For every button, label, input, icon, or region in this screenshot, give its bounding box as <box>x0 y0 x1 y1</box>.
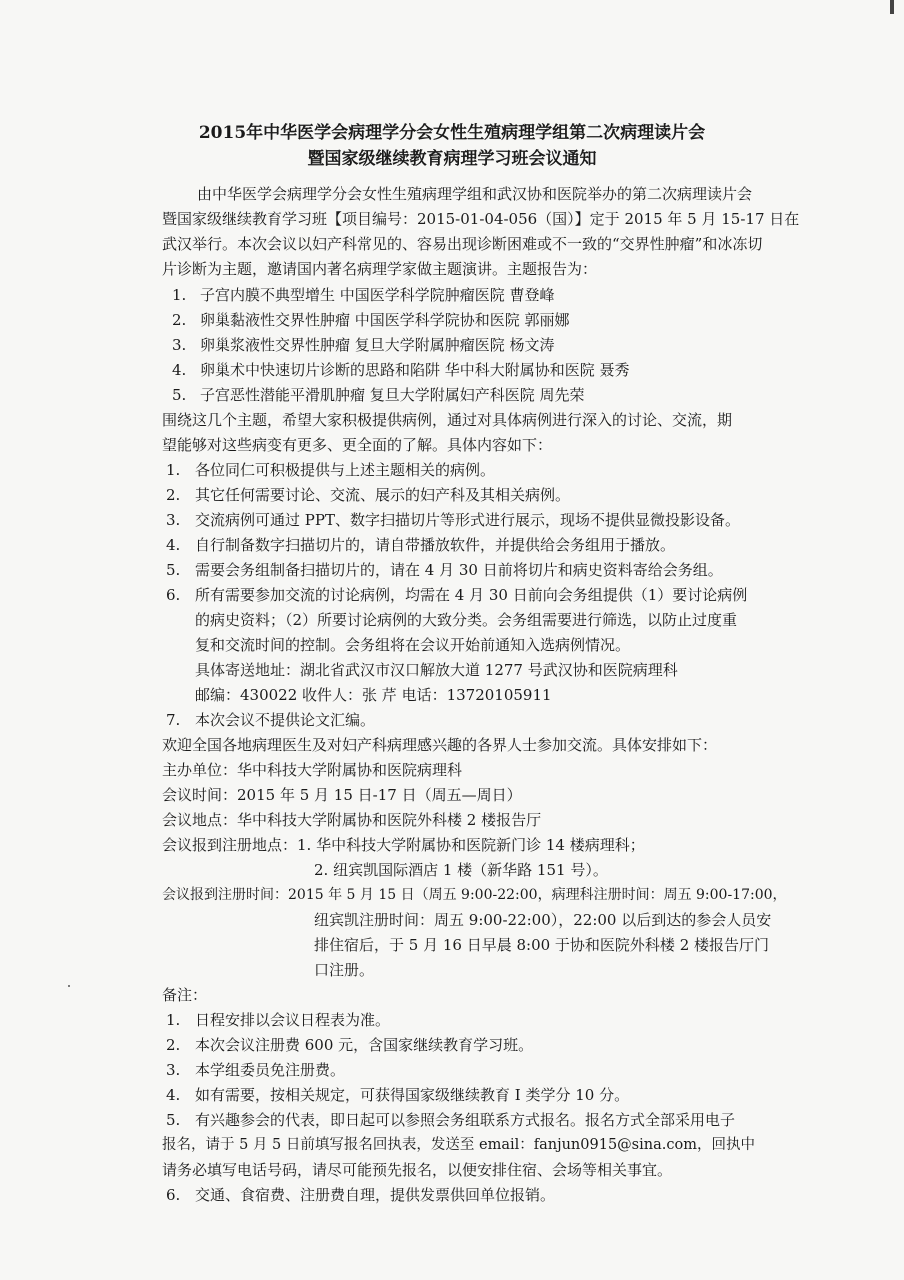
meeting-time: 会议时间：2015 年 5 月 15 日-17 日（周五—周日） <box>162 786 522 804</box>
item-number: 4. <box>166 536 181 554</box>
topic-number: 5. <box>172 386 187 404</box>
note-text: 本次会议注册费 600 元，含国家继续教育学习班。 <box>195 1036 534 1054</box>
topic-text: 卵巢术中快速切片诊断的思路和陷阱 华中科大附属协和医院 聂秀 <box>200 361 630 379</box>
item-text: 其它任何需要讨论、交流、展示的妇产科及其相关病例。 <box>195 486 571 504</box>
item-text: 本次会议不提供论文汇编。 <box>195 711 376 729</box>
meeting-venue: 会议地点：华中科技大学附属协和医院外科楼 2 楼报告厅 <box>162 811 542 829</box>
topic-text: 卵巢黏液性交界性肿瘤 中国医学科学院协和医院 郭丽娜 <box>200 311 570 329</box>
intro-line: 片诊断为主题，邀请国内著名病理学家做主题演讲。主题报告为： <box>162 260 598 278</box>
item-number: 6. <box>166 586 181 604</box>
registration-time: 纽宾凯注册时间：周五 9:00-22:00），22:00 以后到达的参会人员安 <box>314 911 772 929</box>
item-number: 2. <box>166 486 181 504</box>
scan-edge-mark <box>890 0 894 14</box>
registration-place: 会议报到注册地点：1. 华中科技大学附属协和医院新门诊 14 楼病理科； <box>162 836 645 854</box>
item-number: 5. <box>166 561 181 579</box>
registration-time: 会议报到注册时间：2015 年 5 月 15 日（周五 9:00-22:00，病理科注册时间：周五 9:00-17:00， <box>162 887 787 903</box>
registration-time: 口注册。 <box>314 961 375 979</box>
note-text: 日程安排以会议日程表为准。 <box>195 1011 391 1029</box>
item-text: 各位同仁可积极提供与上述主题相关的病例。 <box>195 461 496 479</box>
topic-number: 3. <box>172 336 187 354</box>
topic-number: 4. <box>172 361 187 379</box>
item-text: 所有需要参加交流的讨论病例，均需在 4 月 30 日前向会务组提供（1）要讨论病例 <box>195 586 748 604</box>
welcome-text: 欢迎全国各地病理医生及对妇产科病理感兴趣的各界人士参加交流。具体安排如下： <box>162 736 718 754</box>
scan-speck <box>68 985 70 987</box>
note-number: 6. <box>166 1186 181 1204</box>
note-number: 1. <box>166 1011 181 1029</box>
registration-place: 2. 纽宾凯国际酒店 1 楼（新华路 151 号）。 <box>314 861 608 879</box>
item-number: 1. <box>166 461 181 479</box>
notes-label: 备注： <box>162 986 208 1004</box>
topic-number: 1. <box>172 286 187 304</box>
item-text: 复和交流时间的控制。会务组将在会议开始前通知入选病例情况。 <box>195 636 631 654</box>
note-text: 请务必填写电话号码，请尽可能预先报名，以便安排住宿、会场等相关事宜。 <box>162 1161 673 1179</box>
item-number: 7. <box>166 711 181 729</box>
topic-text: 卵巢浆液性交界性肿瘤 复旦大学附属肿瘤医院 杨文涛 <box>200 336 555 354</box>
intro-line: 由中华医学会病理学分会女性生殖病理学组和武汉协和医院举办的第二次病理读片会 <box>197 185 753 203</box>
item-text: 自行制备数字扫描切片的，请自带播放软件，并提供给会务组用于播放。 <box>195 536 676 554</box>
note-text: 本学组委员免注册费。 <box>195 1061 346 1079</box>
item-text: 的病史资料；（2）所要讨论病例的大致分类。会务组需要进行筛选，以防止过度重 <box>195 611 738 629</box>
note-text: 报名，请于 5 月 5 日前填写报名回执表，发送至 email：fanjun0915@sina.com，回执中 <box>162 1137 755 1153</box>
document-title-line1: 2015年中华医学会病理学分会女性生殖病理学组第二次病理读片会 <box>198 123 706 143</box>
topic-text: 子宫恶性潜能平滑肌肿瘤 复旦大学附属妇产科医院 周先荣 <box>200 386 585 404</box>
around-line: 望能够对这些病变有更多、更全面的了解。具体内容如下： <box>162 436 553 454</box>
note-number: 5. <box>166 1111 181 1129</box>
note-number: 4. <box>166 1086 181 1104</box>
document-title-line2: 暨国家级继续教育病理学习班会议通知 <box>307 149 597 169</box>
contact-info: 邮编：430022 收件人：张 芹 电话：13720105911 <box>195 686 552 704</box>
registration-time: 排住宿后，于 5 月 16 日早晨 8:00 于协和医院外科楼 2 楼报告厅门 <box>314 936 770 954</box>
note-text: 有兴趣参会的代表，即日起可以参照会务组联系方式报名。报名方式全部采用电子 <box>195 1111 736 1129</box>
organizer-text: 主办单位：华中科技大学附属协和医院病理科 <box>162 761 463 779</box>
topic-text: 子宫内膜不典型增生 中国医学科学院肿瘤医院 曹登峰 <box>200 286 555 304</box>
note-text: 如有需要，按相关规定，可获得国家级继续教育 I 类学分 10 分。 <box>195 1086 630 1104</box>
note-number: 2. <box>166 1036 181 1054</box>
note-number: 3. <box>166 1061 181 1079</box>
intro-line: 暨国家级继续教育学习班【项目编号：2015-01-04-056（国）】定于 2015 年 5 月 15-17 日在 <box>162 210 800 228</box>
item-text: 交流病例可通过 PPT、数字扫描切片等形式进行展示，现场不提供显微投影设备。 <box>195 511 740 529</box>
around-line: 围绕这几个主题，希望大家积极提供病例，通过对具体病例进行深入的讨论、交流，期 <box>162 411 733 429</box>
intro-line: 武汉举行。本次会议以妇产科常见的、容易出现诊断困难或不一致的“交界性肿瘤”和冰冻切 <box>162 235 763 253</box>
mailing-address: 具体寄送地址：湖北省武汉市汉口解放大道 1277 号武汉协和医院病理科 <box>195 661 678 679</box>
item-number: 3. <box>166 511 181 529</box>
item-text: 需要会务组制备扫描切片的，请在 4 月 30 日前将切片和病史资料寄给会务组。 <box>195 561 723 579</box>
topic-number: 2. <box>172 311 187 329</box>
note-text: 交通、食宿费、注册费自理，提供发票供回单位报销。 <box>195 1186 556 1204</box>
